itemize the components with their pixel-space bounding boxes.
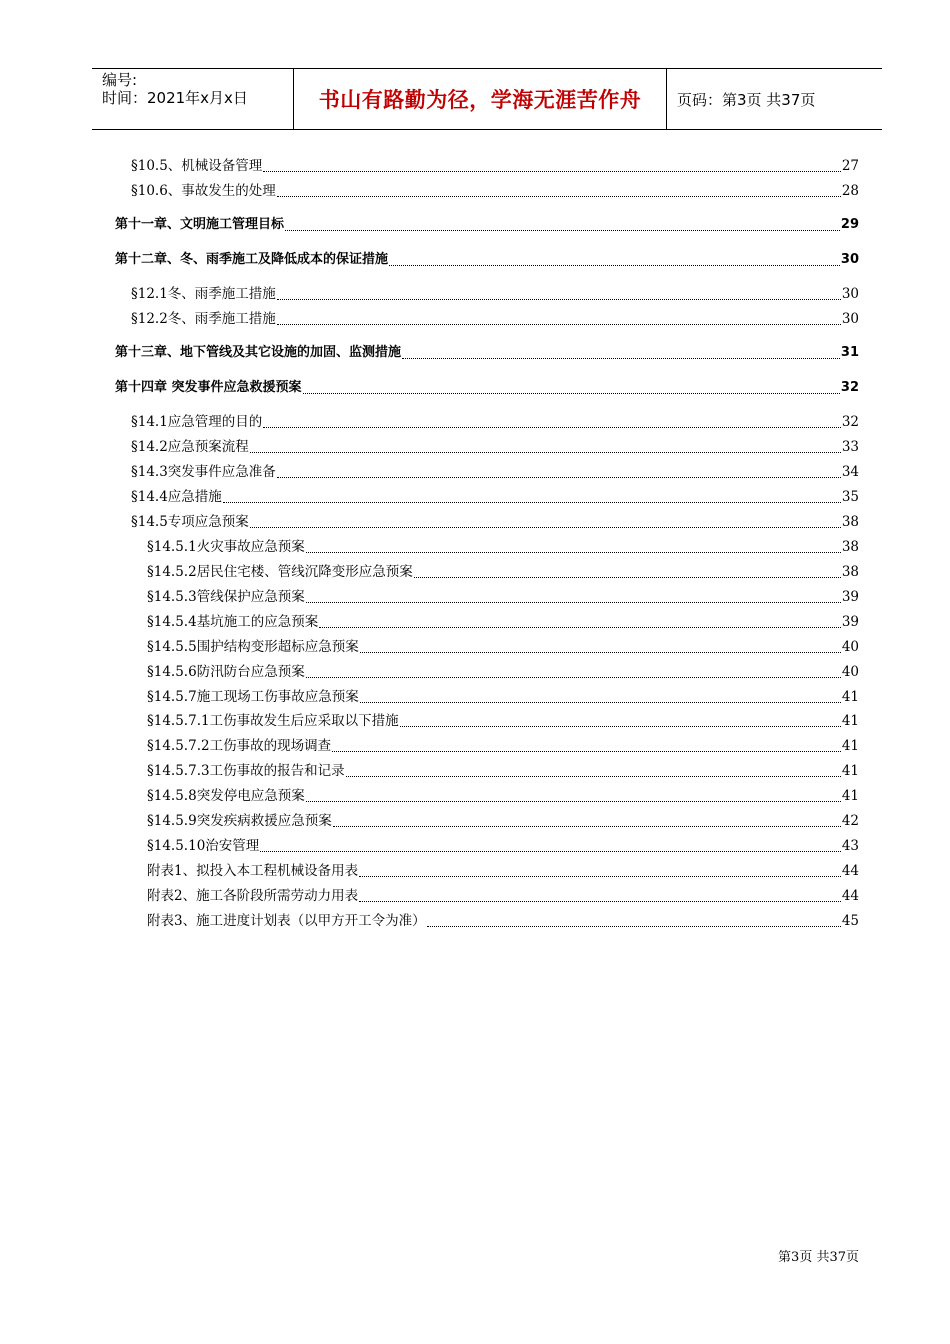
toc-section-entry[interactable] — [147, 638, 859, 656]
toc-entry-page: 32 — [841, 414, 859, 430]
toc-entry-page: 29 — [840, 217, 859, 232]
toc-entry-title: §14.5.10治安管理 — [147, 838, 260, 854]
toc-section-entry[interactable] — [147, 812, 859, 830]
header-motto: 书山有路勤为径，学海无涯苦作舟 — [318, 88, 642, 112]
toc-section-entry[interactable] — [131, 488, 859, 506]
toc-section-entry[interactable] — [147, 613, 859, 631]
toc-dot-leader — [277, 183, 841, 197]
toc-entry-title: §14.5.3管线保护应急预案 — [147, 589, 305, 605]
toc-section-entry[interactable] — [131, 413, 859, 431]
toc-entry-title: §14.5.9突发疾病救援应急预案 — [147, 813, 332, 829]
page-footer: 第3页 共37页 — [778, 1250, 859, 1265]
toc-dot-leader — [359, 863, 841, 877]
toc-chapter-entry[interactable] — [115, 216, 859, 234]
toc-entry-title: §14.5.4基坑施工的应急预案 — [147, 614, 319, 630]
toc-chapter-entry[interactable] — [115, 344, 859, 362]
document-time-label: 时间：2021年x月x日 — [102, 89, 248, 107]
toc-section-entry[interactable] — [147, 538, 859, 556]
toc-section-entry[interactable] — [147, 862, 859, 880]
toc-dot-leader — [360, 689, 841, 703]
toc-section-entry[interactable] — [147, 663, 859, 681]
toc-entry-page: 33 — [841, 439, 859, 455]
toc-entry-title: §14.5.1火灾事故应急预案 — [147, 539, 305, 555]
toc-entry-page: 31 — [840, 345, 859, 360]
toc-entry-title: §10.6、事故发生的处理 — [131, 183, 276, 199]
toc-entry-title: 附表1、拟投入本工程机械设备用表 — [147, 863, 359, 879]
toc-dot-leader — [414, 564, 841, 578]
toc-dot-leader — [332, 738, 841, 752]
toc-entry-page: 40 — [841, 664, 859, 680]
toc-section-entry[interactable] — [147, 688, 859, 706]
toc-entry-page: 39 — [841, 614, 859, 630]
toc-entry-page: 34 — [841, 464, 859, 480]
toc-entry-page: 44 — [841, 888, 859, 904]
toc-section-entry[interactable] — [131, 463, 859, 481]
toc-entry-page: 30 — [841, 311, 859, 327]
toc-dot-leader — [277, 311, 841, 325]
toc-section-entry[interactable] — [147, 712, 859, 730]
toc-entry-title: §14.5.8突发停电应急预案 — [147, 788, 305, 804]
toc-section-entry[interactable] — [131, 310, 859, 328]
toc-section-entry[interactable] — [147, 912, 859, 930]
toc-entry-page: 42 — [841, 813, 859, 829]
toc-section-entry[interactable] — [147, 737, 859, 755]
toc-entry-title: §10.5、机械设备管理 — [131, 158, 263, 174]
toc-entry-title: §14.5.5围护结构变形超标应急预案 — [147, 639, 359, 655]
toc-entry-title: 第十二章、冬、雨季施工及降低成本的保证措施 — [115, 252, 389, 267]
toc-entry-title: §14.5.7.2工伤事故的现场调查 — [147, 738, 332, 754]
toc-entry-page: 38 — [841, 539, 859, 555]
toc-entry-page: 38 — [841, 514, 859, 530]
toc-section-entry[interactable] — [147, 887, 859, 905]
toc-entry-title: §14.2应急预案流程 — [131, 439, 249, 455]
toc-dot-leader — [400, 713, 841, 727]
toc-dot-leader — [277, 464, 841, 478]
toc-entry-title: §14.5.7施工现场工伤事故应急预案 — [147, 689, 359, 705]
toc-dot-leader — [359, 888, 841, 902]
toc-section-entry[interactable] — [131, 513, 859, 531]
toc-entry-page: 41 — [841, 763, 859, 779]
toc-section-entry[interactable] — [147, 787, 859, 805]
toc-dot-leader — [306, 539, 841, 553]
header-page-info: 页码：第3页 共37页 — [677, 90, 816, 109]
toc-section-entry[interactable] — [131, 157, 859, 175]
toc-section-entry[interactable] — [131, 285, 859, 303]
toc-dot-leader — [389, 252, 840, 266]
toc-dot-leader — [260, 838, 841, 852]
toc-entry-title: 附表2、施工各阶段所需劳动力用表 — [147, 888, 359, 904]
toc-entry-page: 41 — [841, 689, 859, 705]
toc-entry-title: §14.5.2居民住宅楼、管线沉降变形应急预案 — [147, 564, 413, 580]
toc-section-entry[interactable] — [147, 563, 859, 581]
toc-dot-leader — [346, 763, 841, 777]
toc-dot-leader — [277, 286, 841, 300]
toc-entry-title: §14.4应急措施 — [131, 489, 222, 505]
toc-dot-leader — [306, 664, 841, 678]
toc-entry-page: 40 — [841, 639, 859, 655]
toc-dot-leader — [427, 913, 841, 927]
toc-entry-page: 28 — [841, 183, 859, 199]
toc-dot-leader — [263, 414, 841, 428]
toc-dot-leader — [319, 614, 841, 628]
toc-entry-page: 43 — [841, 838, 859, 854]
toc-entry-page: 45 — [841, 913, 859, 929]
toc-chapter-entry[interactable] — [115, 379, 859, 397]
page-header — [92, 68, 882, 130]
toc-section-entry[interactable] — [147, 588, 859, 606]
toc-entry-title: §14.5专项应急预案 — [131, 514, 249, 530]
toc-dot-leader — [402, 345, 840, 359]
toc-entry-page: 27 — [841, 158, 859, 174]
toc-section-entry[interactable] — [131, 438, 859, 456]
toc-dot-leader — [360, 639, 841, 653]
toc-entry-page: 30 — [841, 286, 859, 302]
toc-entry-page: 39 — [841, 589, 859, 605]
toc-entry-page: 38 — [841, 564, 859, 580]
header-meta-cell — [92, 69, 294, 129]
toc-entry-page: 30 — [840, 252, 859, 267]
toc-entry-title: §14.5.7.3工伤事故的报告和记录 — [147, 763, 345, 779]
toc-entry-title: 附表3、施工进度计划表（以甲方开工令为准） — [147, 913, 426, 929]
toc-chapter-entry[interactable] — [115, 251, 859, 269]
toc-dot-leader — [303, 380, 840, 394]
toc-dot-leader — [250, 439, 841, 453]
toc-entry-title: §12.1冬、雨季施工措施 — [131, 286, 276, 302]
toc-dot-leader — [223, 489, 841, 503]
toc-section-entry[interactable] — [131, 182, 859, 200]
toc-entry-page: 35 — [841, 489, 859, 505]
toc-entry-page: 41 — [841, 738, 859, 754]
toc-dot-leader — [333, 813, 841, 827]
toc-entry-page: 32 — [840, 380, 859, 395]
toc-dot-leader — [306, 788, 841, 802]
toc-section-entry[interactable] — [147, 762, 859, 780]
toc-entry-title: 第十四章 突发事件应急救援预案 — [115, 380, 302, 395]
toc-entry-title: 第十三章、地下管线及其它设施的加固、监测措施 — [115, 345, 402, 360]
toc-entry-title: §14.5.7.1工伤事故发生后应采取以下措施 — [147, 713, 399, 729]
toc-entry-title: §12.2冬、雨季施工措施 — [131, 311, 276, 327]
header-motto-cell — [294, 69, 667, 129]
toc-entry-title: §14.1应急管理的目的 — [131, 414, 263, 430]
toc-dot-leader — [306, 589, 841, 603]
toc-entry-page: 44 — [841, 863, 859, 879]
toc-entry-title: §14.3突发事件应急准备 — [131, 464, 276, 480]
header-page-cell — [667, 69, 882, 129]
toc-dot-leader — [285, 217, 840, 231]
toc-entry-page: 41 — [841, 713, 859, 729]
toc-entry-page: 41 — [841, 788, 859, 804]
toc-entry-title: 第十一章、文明施工管理目标 — [115, 217, 285, 232]
toc-entry-title: §14.5.6防汛防台应急预案 — [147, 664, 305, 680]
toc-dot-leader — [250, 514, 841, 528]
toc-section-entry[interactable] — [147, 837, 859, 855]
document-number-label: 编号: — [102, 71, 138, 89]
toc-dot-leader — [263, 158, 841, 172]
